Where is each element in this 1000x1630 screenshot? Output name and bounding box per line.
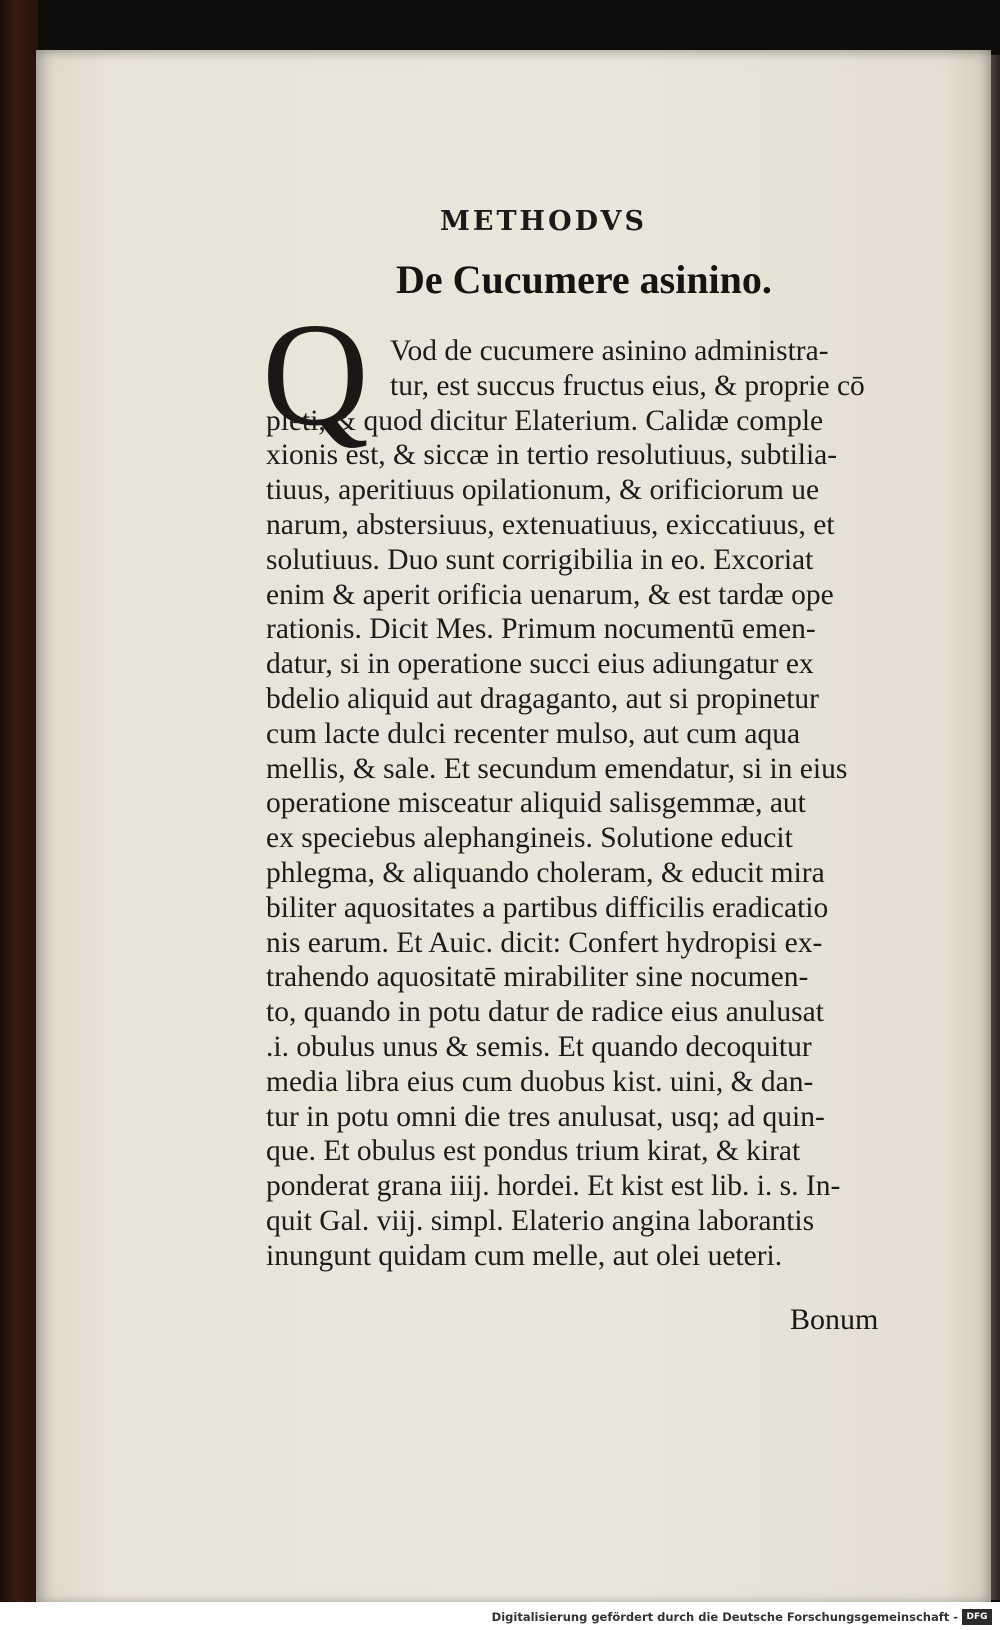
book-spine xyxy=(0,0,38,1630)
text-line: to, quando in potu datur de radice eius anulusat xyxy=(266,996,824,1029)
text-line: narum, abstersiuus, extenuatiuus, exiccatiuus, et xyxy=(266,508,835,541)
section-title: De Cucumere asinino. xyxy=(396,257,772,302)
text-line: tur, est succus fructus eius, & proprie cō xyxy=(390,369,865,402)
body-text xyxy=(266,334,946,1274)
text-line: que. Et obulus est pondus trium kirat, & kirat xyxy=(266,1135,801,1168)
text-line: tur in potu omni die tres anulusat, usq; ad quin- xyxy=(266,1100,825,1133)
text-line: tiuus, aperitiuus opilationum, & orificiorum ue xyxy=(266,474,820,507)
text-line: ex speciebus alephangineis. Solutione educit xyxy=(266,822,793,855)
text-line: media libra eius cum duobus kist. uini, & dan- xyxy=(266,1065,814,1098)
text-line: .i. obulus unus & semis. Et quando decoquitur xyxy=(266,1030,812,1063)
text-line: solutiuus. Duo sunt corrigibilia in eo. Excoriat xyxy=(266,543,814,576)
text-line: trahendo aquositatē mirabiliter sine nocumen- xyxy=(266,961,809,994)
running-head: METHODVS xyxy=(440,206,647,237)
text-line: nis earum. Et Auic. dicit: Confert hydropisi ex- xyxy=(266,926,823,959)
text-line: rationis. Dicit Mes. Primum nocumentū emen- xyxy=(266,613,816,646)
text-line: enim & aperit orificia uenarum, & est tardæ ope xyxy=(266,578,834,611)
footer-bar xyxy=(0,1602,1000,1630)
text-line: ponderat grana iiij. hordei. Et kist est lib. i. s. In- xyxy=(266,1170,841,1203)
text-line: pleti, & quod dicitur Elaterium. Calidæ comple xyxy=(266,404,824,437)
text-line: bdelio aliquid aut dragaganto, aut si propinetur xyxy=(266,682,819,715)
text-line: inungunt quidam cum melle, aut olei ueteri. xyxy=(266,1239,783,1272)
text-line: xionis est, & siccæ in tertio resolutiuus, subtilia- xyxy=(266,439,838,472)
text-line: cum lacte dulci recenter mulso, aut cum aqua xyxy=(266,717,801,750)
text-line: operatione misceatur aliquid salisgemmæ, aut xyxy=(266,787,806,820)
funding-credit: Digitalisierung gefördert durch die Deutsche Forschungsgemeinschaft - xyxy=(491,1610,958,1624)
text-line: biliter aquositates a partibus difficilis eradicatio xyxy=(266,891,829,924)
text-line: datur, si in operatione succi eius adiungatur ex xyxy=(266,648,814,681)
dfg-logo: DFG xyxy=(962,1609,992,1625)
drop-cap-initial: Q xyxy=(262,293,369,457)
text-line: Vod de cucumere asinino administra- xyxy=(390,335,829,367)
text-line: quit Gal. viij. simpl. Elaterio angina laborantis xyxy=(266,1204,815,1237)
catchword: Bonum xyxy=(790,1303,879,1336)
text-line: mellis, & sale. Et secundum emendatur, si in eius xyxy=(266,752,848,785)
text-line: phlegma, & aliquando choleram, & educit mira xyxy=(266,856,825,889)
